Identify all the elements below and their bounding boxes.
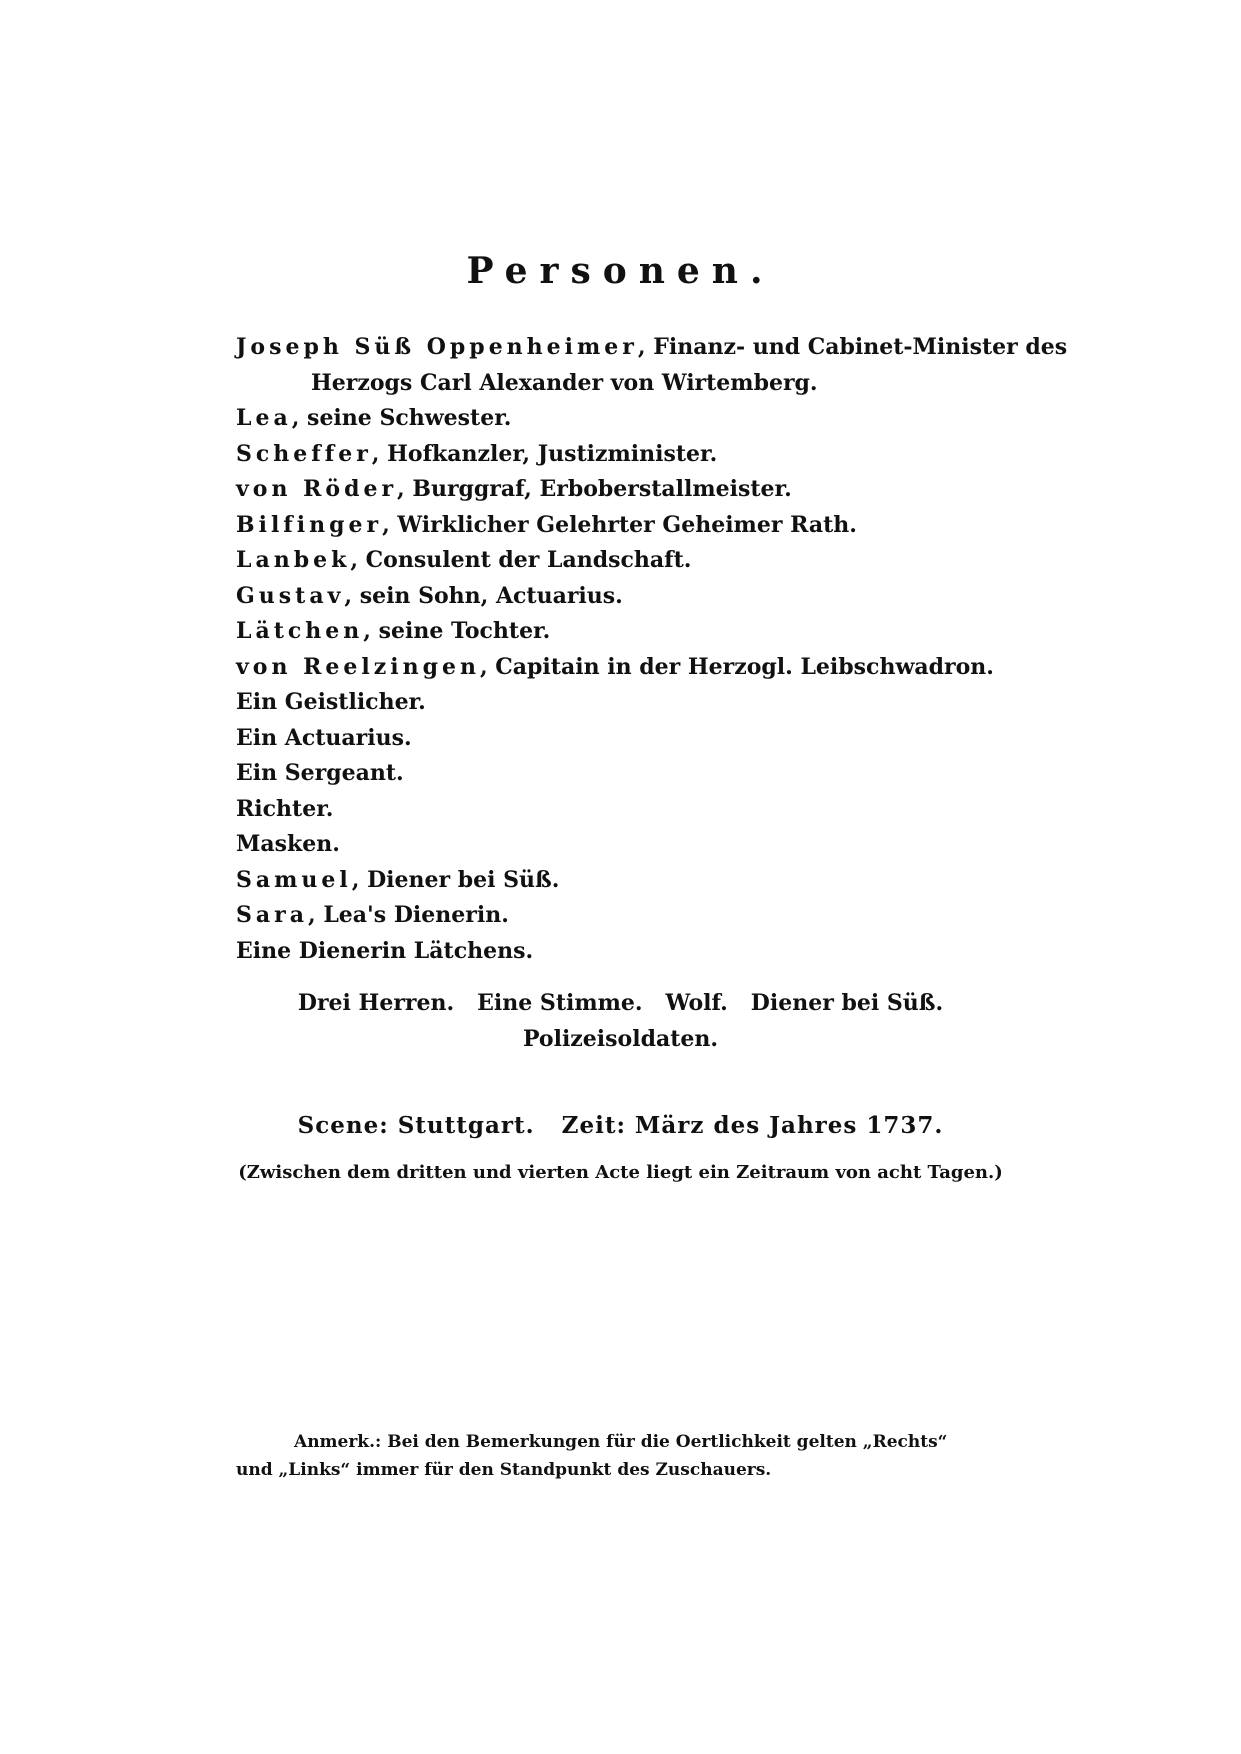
character-description: , sein Sohn, Actuarius. bbox=[344, 582, 623, 609]
cast-item bbox=[236, 579, 1016, 615]
cast-item bbox=[236, 685, 1016, 721]
character-name: Joseph Süß Oppenheimer bbox=[236, 334, 638, 360]
character-description: , Wirklicher Gelehrter Geheimer Rath. bbox=[382, 511, 857, 538]
cast-item bbox=[236, 330, 1068, 401]
character-name: Scheffer bbox=[236, 440, 372, 467]
cast-item bbox=[236, 650, 1016, 686]
cast-item bbox=[236, 827, 1016, 863]
cast-item bbox=[236, 792, 1016, 828]
character-name: Lea bbox=[236, 405, 292, 431]
interval-note: (Zwischen dem dritten und vierten Acte liegt ein Zeitraum von acht Tagen.) bbox=[238, 1162, 1003, 1183]
cast-item bbox=[236, 863, 1016, 899]
character-name: Lätchen bbox=[236, 618, 364, 644]
extras-block bbox=[0, 985, 1241, 1057]
cast-item bbox=[236, 401, 1016, 437]
character-description: , Hofkanzler, Justizminister. bbox=[371, 440, 718, 467]
footnote-line: Anmerk.: Bei den Bemerkungen für die Oertlichkeit gelten „Rechts“ bbox=[294, 1432, 948, 1452]
extras-line: Drei Herren. Eine Stimme. Wolf. Diener bei Süß. bbox=[297, 990, 944, 1016]
character-description: Ein Actuarius. bbox=[236, 724, 412, 751]
footnote-line: und „Links“ immer für den Standpunkt des Zuschauers. bbox=[236, 1460, 772, 1480]
page-title: Personen. bbox=[466, 250, 775, 292]
character-name: Bilfinger bbox=[236, 511, 383, 538]
cast-item bbox=[236, 898, 1016, 934]
character-name: Sara bbox=[236, 902, 308, 928]
cast-item bbox=[236, 508, 1016, 544]
cast-item bbox=[236, 614, 1016, 650]
cast-item bbox=[236, 437, 1016, 473]
character-description: Ein Geistlicher. bbox=[236, 689, 426, 715]
cast-list bbox=[236, 330, 1068, 969]
character-description-continued: Herzogs Carl Alexander von Wirtemberg. bbox=[311, 369, 818, 396]
character-description: Eine Dienerin Lätchens. bbox=[236, 937, 534, 964]
character-description: , Consulent der Landschaft. bbox=[350, 547, 692, 573]
character-name: Lanbek bbox=[236, 547, 351, 573]
character-name: Samuel bbox=[236, 866, 352, 893]
character-description: , seine Tochter. bbox=[363, 618, 551, 644]
footnote bbox=[236, 1428, 1016, 1484]
cast-item bbox=[236, 543, 1016, 579]
character-name: von Reelzingen bbox=[236, 653, 480, 680]
cast-item bbox=[236, 721, 1016, 757]
character-description: Richter. bbox=[236, 795, 334, 822]
extras-line: Polizeisoldaten. bbox=[522, 1026, 719, 1052]
cast-item bbox=[236, 756, 1016, 792]
character-description: Ein Sergeant. bbox=[236, 760, 404, 786]
scene-line: Scene: Stuttgart. Zeit: März des Jahres 1737. bbox=[297, 1112, 944, 1139]
character-description: , Lea's Dienerin. bbox=[308, 902, 509, 928]
cast-item bbox=[236, 472, 1016, 508]
character-description: , Diener bei Süß. bbox=[351, 866, 560, 893]
cast-item bbox=[236, 934, 1016, 970]
character-description: , Finanz- und Cabinet-Minister des bbox=[637, 334, 1068, 360]
character-name: von Röder bbox=[236, 476, 398, 502]
character-description: Masken. bbox=[236, 831, 340, 857]
character-description: , seine Schwester. bbox=[291, 405, 512, 431]
character-description: , Capitain in der Herzogl. Leibschwadron. bbox=[479, 653, 994, 680]
character-description: , Burggraf, Erboberstallmeister. bbox=[397, 476, 792, 502]
character-name: Gustav bbox=[236, 582, 345, 609]
